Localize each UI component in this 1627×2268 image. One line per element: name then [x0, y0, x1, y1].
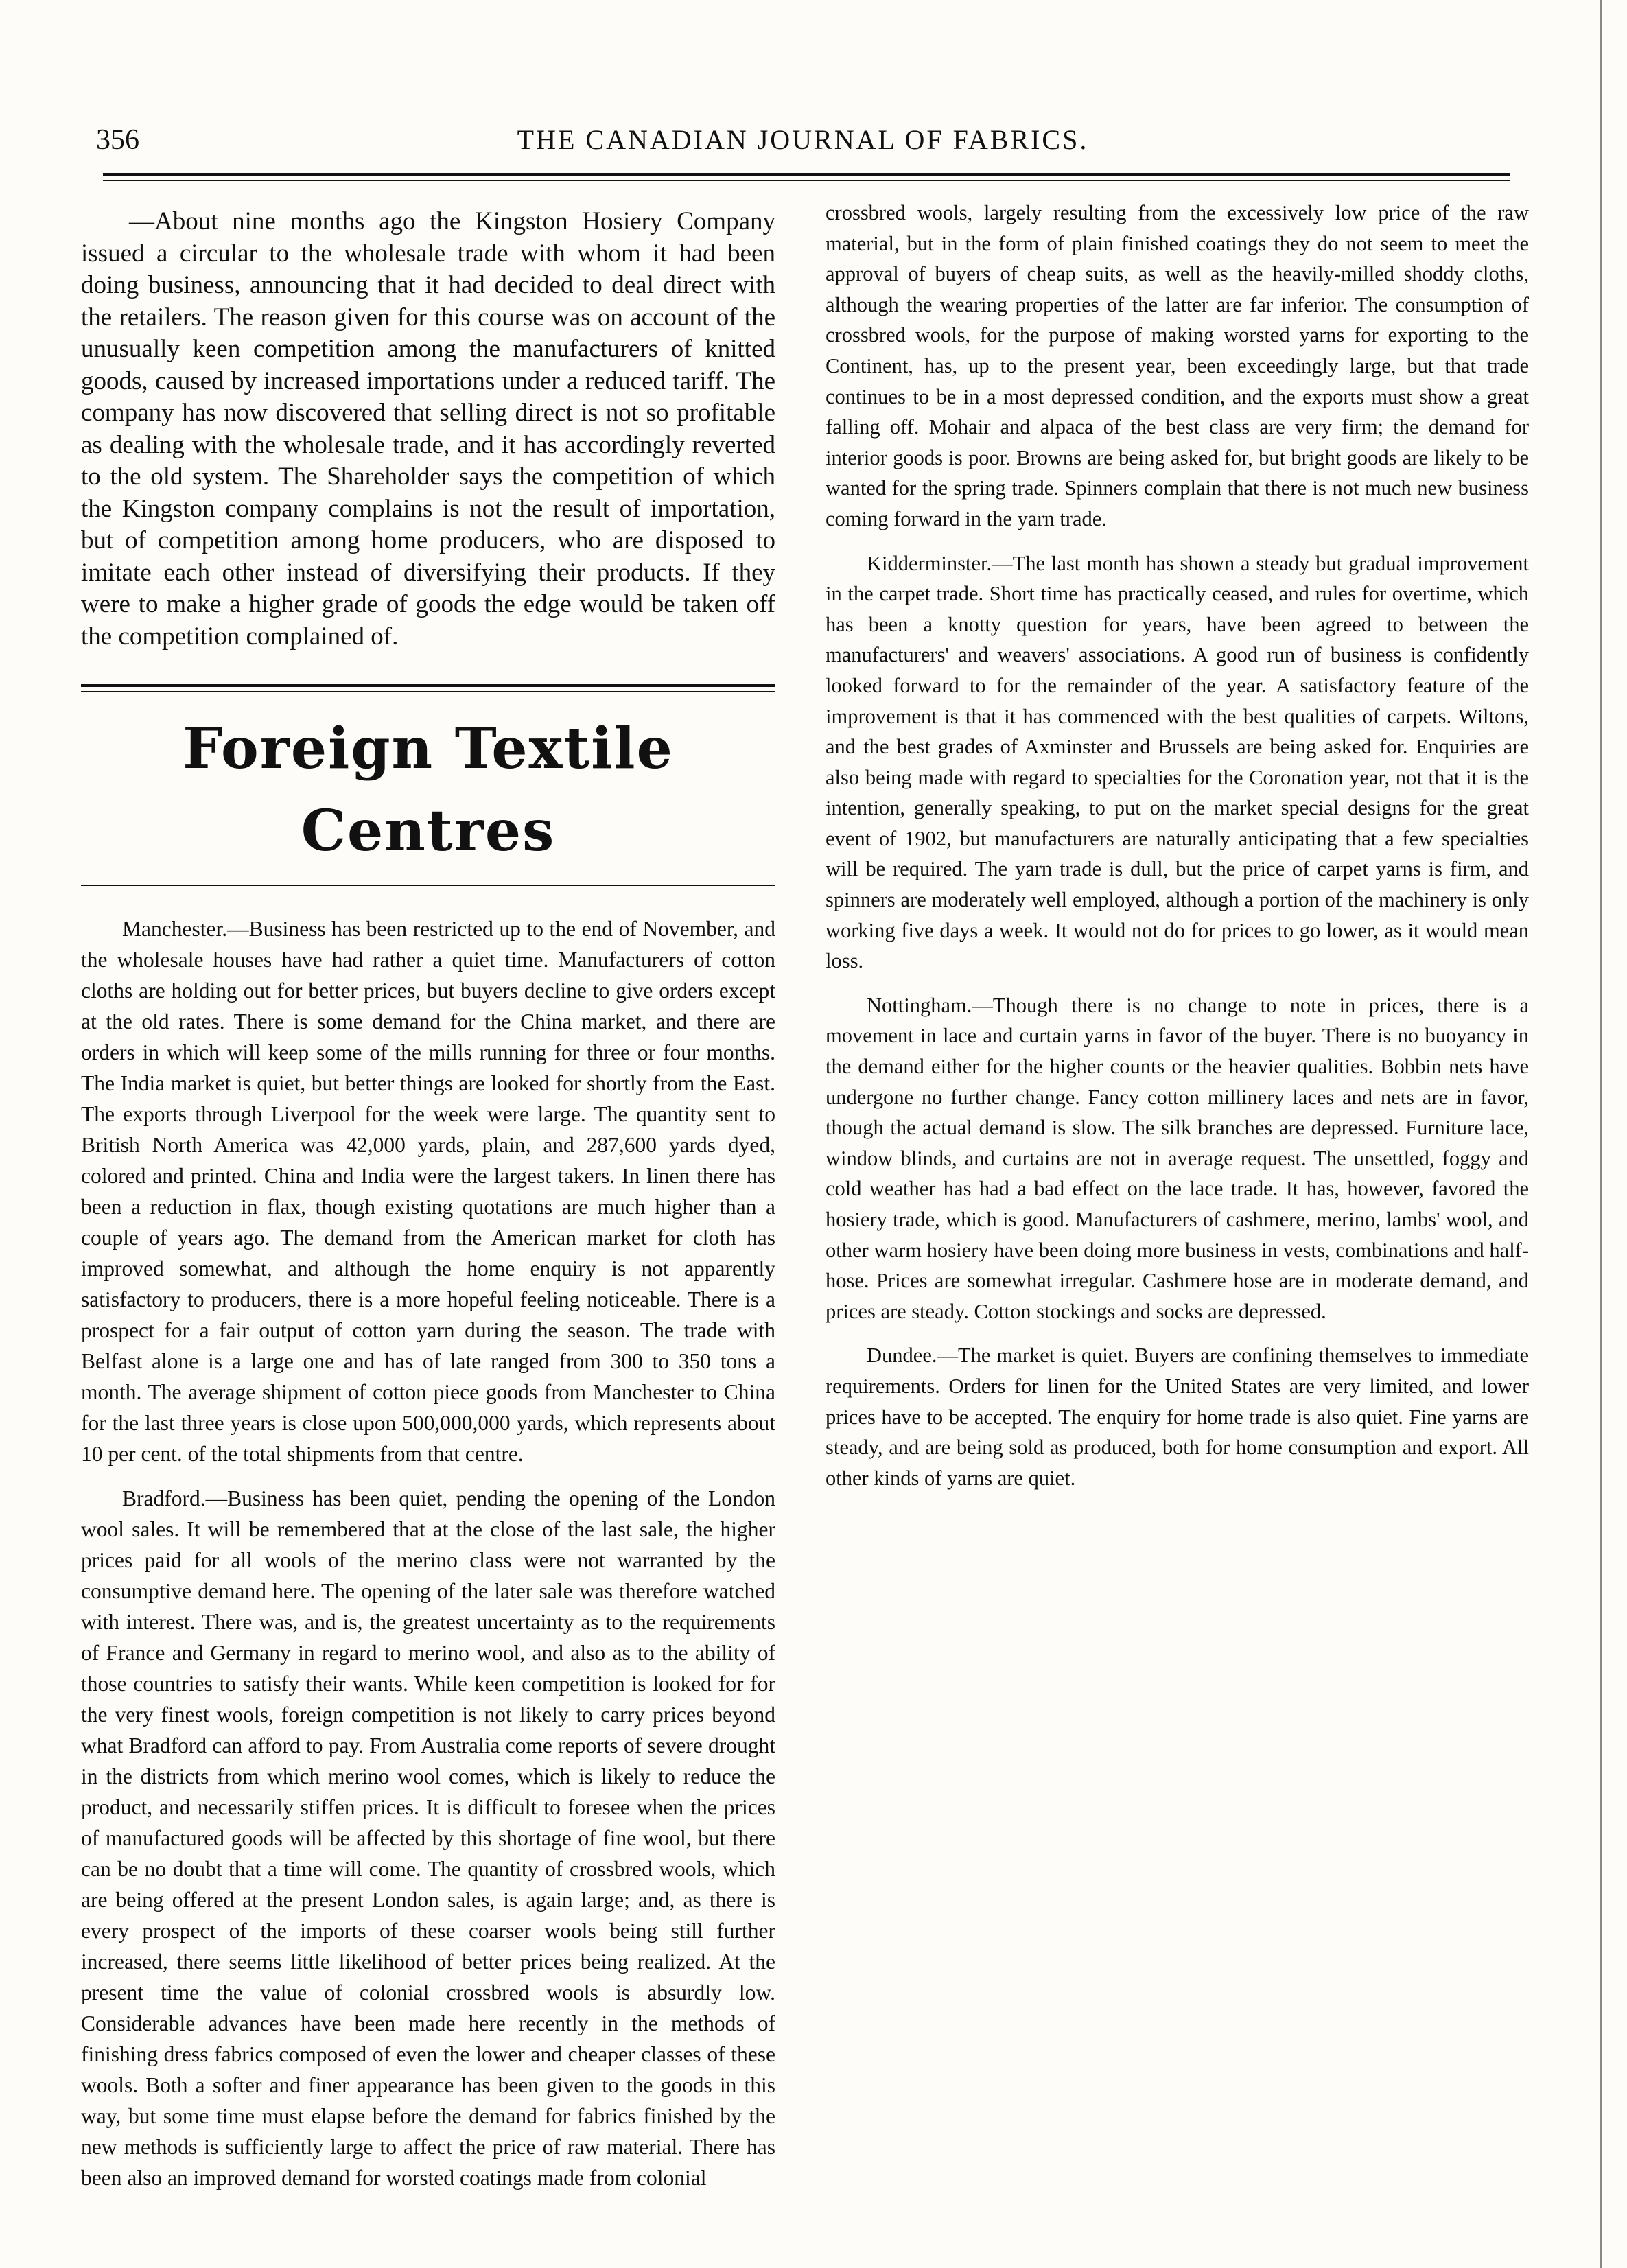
article-nottingham: Nottingham.—Though there is no change to note in prices, there is a movement in lace and curtain yarns in favor of the buyer. There is no buoyancy in the demand either for the higher counts or the heavier qualities. Bobbin nets have undergone no further change. Fancy cotton millinery laces and nets are in favor, though the actual demand is slow. The silk branches are depressed. Furniture lace, window blinds, and curtains are not in average request. The unsettled, foggy and cold weather has had a bad effect on the lace trade. It has, however, favored the hosiery trade, which is good. Manufacturers of cashmere, merino, lambs' wool, and other warm hosiery have been doing more business in vests, combinations and half-hose. Prices are somewhat irregular. Cashmere hose are in moderate demand, and prices are steady. Cotton stockings and socks are depressed. [826, 993, 1529, 1323]
page-edge-line [1600, 0, 1602, 2268]
article-kidderminster: Kidderminster.—The last month has shown a steady but gradual improvement in the carpet trade. Short time has practically ceased, and rules for overtime, which has been a knotty question for years, have been agreed to between the manufacturers' and weavers' associations. A good run of business is confidently looked forward to for the remainder of the year. A satisfactory feature of the improvement is that it has commenced with the best qualities of carpets. Wiltons, and the best grades of Axminster and Brussels are being asked for. Enquiries are also being made with regard to specialties for the Coronation year, not that it is the intention, generally speaking, to put on the market special designs for the great event of 1902, but manufacturers are naturally anticipating that a few specialties will be required. The yarn trade is dull, but the price of carpet yarns is firm, and spinners are moderately well employed, although a portion of the machinery is only working five days a week. It would not do for prices to go lower, as it would mean loss. [826, 551, 1529, 973]
left-column [81, 206, 775, 2193]
header-rule-thin [103, 180, 1510, 181]
page-number: 356 [96, 124, 139, 156]
header-rule [103, 173, 1510, 176]
article-bradford-continued: crossbred wools, largely resulting from the excessively low price of the raw material, but in the form of plain finished coatings they do not seem to meet the approval of buyers of cheap suits, as well as the heavily-milled shoddy cloths, although the wearing properties of the latter are far inferior. The consumption of crossbred wools, for the purpose of making worsted yarns for exporting to the Continent, has, up to the present year, been exceedingly large, but that trade continues to be in a most depressed condition, and the exports must show a great falling off. Mohair and alpaca of the best class are very firm; the demand for interior goods is poor. Browns are being asked for, but bright goods are likely to be wanted for the spring trade. Spinners complain that there is not much new business coming forward in the yarn trade. [826, 201, 1529, 530]
section-rule-top [81, 684, 775, 687]
page-header [96, 124, 1510, 165]
running-title: THE CANADIAN JOURNAL OF FABRICS. [517, 124, 1089, 155]
right-column [826, 198, 1529, 1507]
article-manchester: Manchester.—Business has been restricted up to the end of November, and the wholesale houses have had rather a quiet time. Manufacturers of cotton cloths are holding out for better prices, but buyers decline to give orders except at the old rates. There is some demand for the China market, and there are orders in which will keep some of the mills running for three or four months. The India market is quiet, but better things are looked for shortly from the East. The exports through Liverpool for the week were large. The quantity sent to British North America was 42,000 yards, plain, and 287,600 yards dyed, colored and printed. China and India were the largest takers. In linen there has been a reduction in flax, though existing quotations are much higher than a couple of years ago. The demand from the American market for cloth has improved somewhat, and although the home enquiry is not apparently satisfactory to producers, there is a more hopeful feeling noticeable. There is a prospect for a fair output of cotton yarn during the season. The trade with Belfast alone is a large one and has of late ranged from 300 to 350 tons a month. The average shipment of cotton piece goods from Manchester to China for the last three years is close upon 500,000,000 yards, which represents about 10 per cent. of the total shipments from that centre. [81, 917, 775, 1466]
lead-note-text: —About nine months ago the Kingston Hosiery Company issued a circular to the wholesale trade with whom it had been doing business, announcing that it had decided to deal direct with the retailers. The reason given for this course was on account of the unusually keen competition among the manufacturers of knitted goods, caused by increased importations under a reduced tariff. The company has now discovered that selling direct is not so profitable as dealing with the wholesale trade, and it has accordingly reverted to the old system. The Shareholder says the competition of which the Kingston company complains is not the result of importation, but of competition among home producers, who are disposed to imitate each other instead of diversifying their products. If they were to make a higher grade of goods the edge would be taken off the competition complained of. [81, 207, 775, 651]
section-title: Foreign Textile Centres [183, 716, 674, 864]
article-dundee: Dundee.—The market is quiet. Buyers are confining themselves to immediate requirements. Orders for linen for the United States are very limited, and lower prices have to be accepted. The enquiry for home trade is also quiet. Fine yarns are steady, and are being sold as produced, both for home consumption and export. All other kinds of yarns are quiet. [826, 1344, 1529, 1490]
section-rule-bottom [81, 885, 775, 886]
section-rule-top-thin [81, 691, 775, 692]
section-heading-block [81, 684, 775, 886]
lead-note [81, 206, 775, 653]
article-bradford: Bradford.—Business has been quiet, pending the opening of the London wool sales. It will be remembered that at the close of the last sale, the higher prices paid for all wools of the merino class were not warranted by the consumptive demand here. The opening of the later sale was therefore watched with interest. There was, and is, the greatest uncertainty as to the requirements of France and Germany in regard to merino wool, and also as to the ability of those countries to satisfy their wants. While keen competition is looked for for the very finest wools, foreign competition is not likely to carry prices beyond what Bradford can afford to pay. From Australia come reports of severe drought in the districts from which merino wool comes, which is likely to reduce the product, and necessarily stiffen prices. It is difficult to foresee when the prices of manufactured goods will be affected by this shortage of fine wool, but there can be no doubt that a time will come. The quantity of crossbred wools, which are being offered at the present London sales, is again large; and, as there is every prospect of the imports of these coarser wools being still further increased, there seems little likelihood of better prices being realized. At the present time the value of colonial crossbred wools is absurdly low. Considerable advances have been made here recently in the methods of finishing dress fabrics composed of even the lower and cheaper classes of these wools. Both a softer and finer appearance has been given to the goods in this way, but some time must elapse before the demand for fabrics finished by the new methods is sufficiently large to affect the price of raw material. There has been also an improved demand for worsted coatings made from colonial [81, 1486, 775, 2190]
